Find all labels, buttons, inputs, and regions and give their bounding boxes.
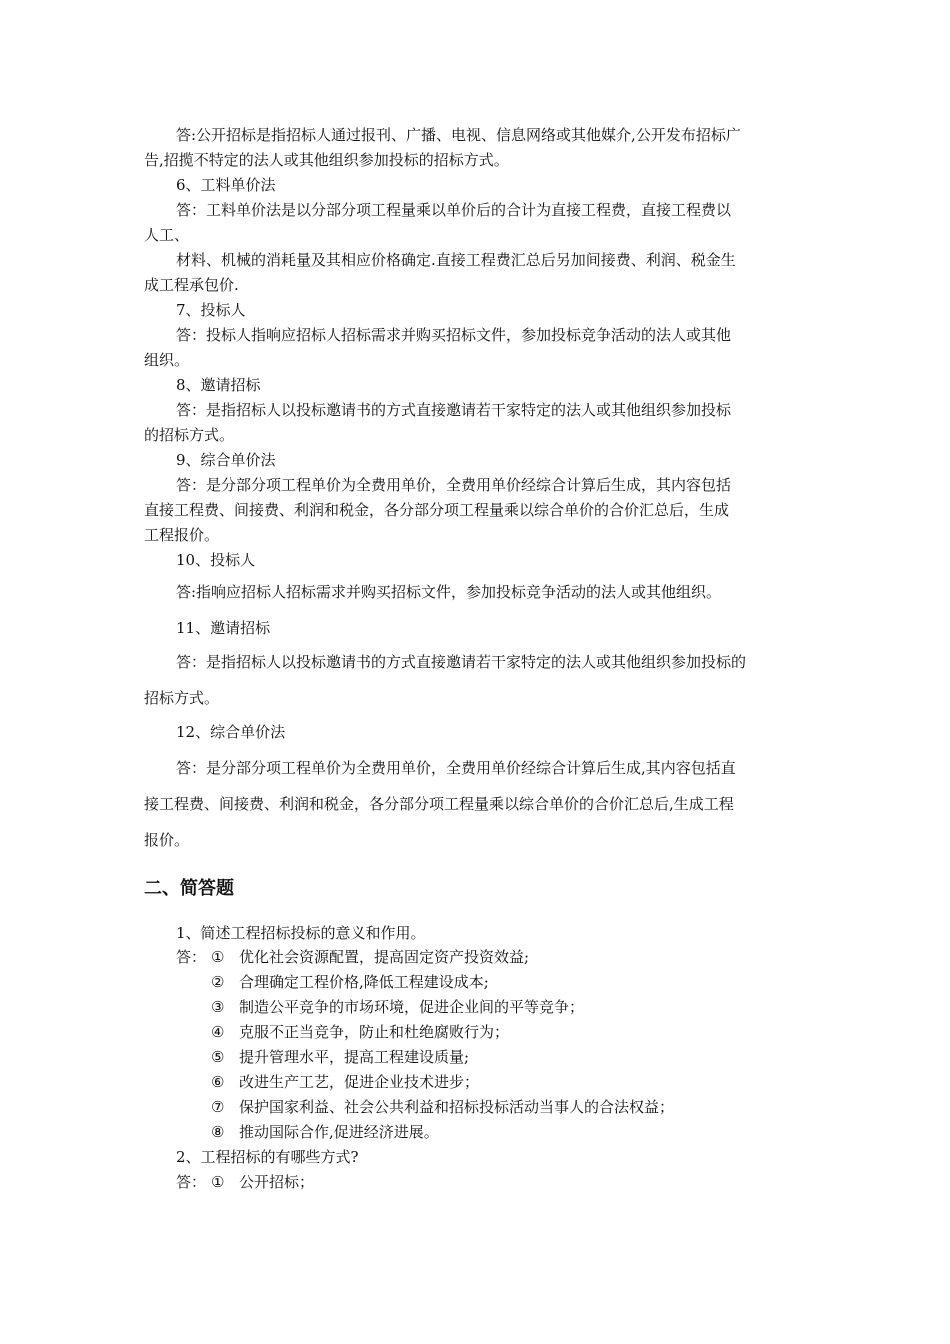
answer-line: 材料、机械的消耗量及其相应价格确定.直接工程费汇总后另加间接费、利润、税金生 xyxy=(176,251,736,269)
answer-line: 答：是指招标人以投标邀请书的方式直接邀请若干家特定的法人或其他组织参加投标 xyxy=(176,401,732,419)
term-heading: 7、投标人 xyxy=(176,301,246,319)
term-heading: 6、工料单价法 xyxy=(176,176,276,194)
term-heading: 12、综合单价法 xyxy=(176,723,286,741)
list-item xyxy=(211,1095,674,1120)
section-heading: 二、简答题 xyxy=(144,878,234,899)
list-number: ⑥ xyxy=(211,1073,225,1091)
list-number: ① xyxy=(211,948,225,966)
answer-line: 答：工料单价法是以分部分项工程量乘以单价后的合计为直接工程费，直接工程费以 xyxy=(176,201,732,219)
answer-line: 答:指响应招标人招标需求并购买招标文件，参加投标竞争活动的法人或其他组织。 xyxy=(176,583,722,601)
list-item xyxy=(211,970,489,995)
answer-label: 答： xyxy=(176,948,207,966)
answer-line: 报价。 xyxy=(144,831,190,849)
answer-line: 人工、 xyxy=(144,226,190,244)
list-text: 克服不正当竞争，防止和杜绝腐败行为； xyxy=(239,1023,510,1041)
answer-line: 成工程承包价. xyxy=(144,276,239,294)
list-number: ③ xyxy=(211,998,225,1016)
answer-line: 招标方式。 xyxy=(144,689,220,707)
answer-line: 答：投标人指响应招标人招标需求并购买招标文件，参加投标竞争活动的法人或其他 xyxy=(176,326,732,344)
list-text: 合理确定工程价格,降低工程建设成本; xyxy=(239,973,489,991)
list-text: 提升管理水平，提高工程建设质量; xyxy=(239,1048,470,1066)
question-heading: 1、简述工程招标投标的意义和作用。 xyxy=(176,924,426,942)
list-text: 保护国家利益、社会公共利益和招标投标活动当事人的合法权益； xyxy=(239,1098,675,1116)
list-text: 制造公平竞争的市场环境，促进企业间的平等竞争； xyxy=(239,998,585,1016)
list-number: ② xyxy=(211,973,225,991)
answer-line: 组织。 xyxy=(144,351,190,369)
term-heading: 8、邀请招标 xyxy=(176,376,261,394)
list-number: ⑧ xyxy=(211,1123,225,1141)
list-item xyxy=(211,1120,439,1145)
list-number: ⑦ xyxy=(211,1098,225,1116)
question-heading: 2、工程招标的有哪些方式? xyxy=(176,1148,359,1166)
term-heading: 10、投标人 xyxy=(176,551,256,569)
list-item xyxy=(211,1070,479,1095)
list-item xyxy=(211,945,529,970)
answer-line: 答：是分部分项工程单价为全费用单价，全费用单价经综合计算后生成，其内容包括 xyxy=(176,476,732,494)
answer-line: 答：是指招标人以投标邀请书的方式直接邀请若干家特定的法人或其他组织参加投标的 xyxy=(176,653,747,671)
list-item xyxy=(211,1170,314,1195)
list-text: 优化社会资源配置，提高固定资产投资效益; xyxy=(239,948,530,966)
list-item xyxy=(211,1045,469,1070)
term-heading: 11、邀请招标 xyxy=(176,619,271,637)
answer-line: 接工程费、间接费、利润和税金，各分部分项工程量乘以综合单价的合价汇总后,生成工程 xyxy=(144,795,734,813)
list-text: 推动国际合作,促进经济进展。 xyxy=(239,1123,439,1141)
list-text: 改进生产工艺，促进企业技术进步； xyxy=(239,1073,480,1091)
list-item xyxy=(211,995,584,1020)
term-heading: 9、综合单价法 xyxy=(176,451,276,469)
answer-label: 答： xyxy=(176,1173,207,1191)
list-text: 公开招标； xyxy=(239,1173,315,1191)
answer-line: 答：是分部分项工程单价为全费用单价，全费用单价经综合计算后生成,其内容包括直 xyxy=(176,759,736,777)
list-number: ④ xyxy=(211,1023,225,1041)
answer-line: 的招标方式。 xyxy=(144,426,235,444)
list-number: ① xyxy=(211,1173,225,1191)
list-item xyxy=(211,1020,509,1045)
answer-line: 工程报价。 xyxy=(144,526,220,544)
answer-line: 告,招揽不特定的法人或其他组织参加投标的招标方式。 xyxy=(144,151,509,169)
list-number: ⑤ xyxy=(211,1048,225,1066)
answer-line: 直接工程费、间接费、利润和税金，各分部分项工程量乘以综合单价的合价汇总后，生成 xyxy=(144,501,730,519)
answer-line: 答:公开招标是指招标人通过报刊、广播、电视、信息网络或其他媒介,公开发布招标广 xyxy=(176,126,741,144)
